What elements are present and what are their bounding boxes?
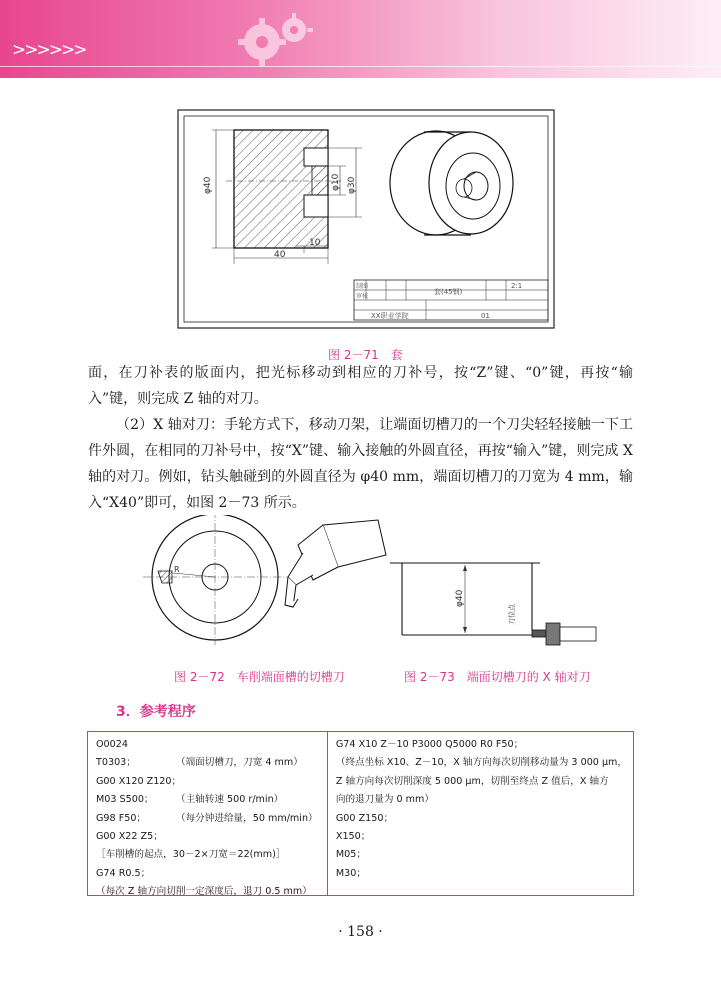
- program-line: （每次 Z 轴方向切削一定深度后，退刀 0.5 mm）: [96, 886, 312, 898]
- program-line: G98 F50； （每分钟进给量，50 mm/min）: [96, 812, 318, 824]
- figure-2-72-caption: 图 2－72 车削端面槽的切槽刀: [174, 670, 345, 684]
- program-line: M05；: [335, 849, 366, 861]
- program-line: X150；: [335, 831, 371, 843]
- title-material: 套(45钢): [434, 288, 463, 296]
- dim-w40: 40: [274, 250, 286, 260]
- program-left-column: [88, 732, 328, 898]
- header-rule: [0, 66, 721, 67]
- fig73-dim: φ40: [455, 589, 465, 607]
- figure-2-71-caption: 图 2－71 套: [328, 348, 403, 362]
- program-line: G00 X120 Z120；: [96, 775, 182, 787]
- dim-d30: φ30: [347, 176, 357, 194]
- program-line: ［车削槽的起点，30－2×刀宽＝22(mm)］: [96, 849, 286, 861]
- program-line: M03 S500； （主轴转速 500 r/min）: [96, 794, 284, 806]
- dim-w10: 10: [309, 238, 321, 248]
- fig72-label-r: R: [174, 565, 180, 574]
- program-line: G74 R0.5；: [96, 867, 151, 879]
- program-line: M30；: [335, 867, 366, 879]
- program-line: G00 X22 Z5；: [96, 831, 163, 843]
- dim-d10: φ10: [331, 173, 341, 191]
- title-school: XX职业学院: [371, 312, 409, 320]
- header-chevrons: >>>>>>: [12, 40, 86, 60]
- program-right-column: [328, 732, 633, 895]
- dim-d40: φ40: [203, 176, 213, 194]
- program-line: O0024: [96, 739, 128, 750]
- title-number: 01: [481, 312, 490, 320]
- program-line: Z 轴方向每次切削深度 5 000 μm，切削至终点 Z 值后，X 轴方: [335, 775, 609, 787]
- program-line: T0303； （端面切槽刀，刀宽 4 mm）: [96, 757, 303, 769]
- fig73-label: 刀位点: [508, 604, 516, 625]
- page-header-band: [0, 0, 721, 78]
- paragraph-1: 面，在刀补表的版面内，把光标移动到相应的刀补号，按“Z”键、“0”键，再按“输入”键，则完成 Z 轴的对刀。: [88, 365, 633, 407]
- page-number: · 158 ·: [338, 924, 383, 940]
- title-row2: 审核: [356, 293, 369, 300]
- gear-icon: [232, 8, 322, 73]
- title-row1: 制图: [356, 283, 369, 290]
- program-line: G00 Z150；: [335, 812, 394, 824]
- figure-2-71-drawing: [176, 108, 556, 330]
- paragraph-2: （2）X 轴对刀：手轮方式下，移动刀架，让端面切槽刀的一个刀尖轻轻接触一下工件外圆，在相同的刀补号中，按“X”键、输入接触的外圆直径，再按“输入”键，则完成 X 轴的对刀。例如，钻头触碰到的外圆直径为 φ40 mm，端面切槽刀的刀宽为 4 mm，输入“X40”即可，如图 2－73 所示。: [88, 417, 633, 511]
- program-line: G74 X10 Z－10 P3000 Q5000 R0 F50；: [335, 739, 524, 750]
- title-scale: 2:1: [511, 282, 523, 290]
- program-table: [87, 731, 634, 896]
- section-title: 3．参考程序: [116, 704, 196, 720]
- figure-2-73-caption: 图 2－73 端面切槽刀的 X 轴对刀: [404, 670, 591, 684]
- figure-2-73-drawing: [380, 535, 600, 655]
- program-line: （终点坐标 X10、Z－10，X 轴方向每次切削移动量为 3 000 μm，: [335, 757, 627, 769]
- figure-2-72-drawing: [138, 515, 388, 665]
- program-line: 向的退刀量为 0 mm）: [335, 794, 434, 806]
